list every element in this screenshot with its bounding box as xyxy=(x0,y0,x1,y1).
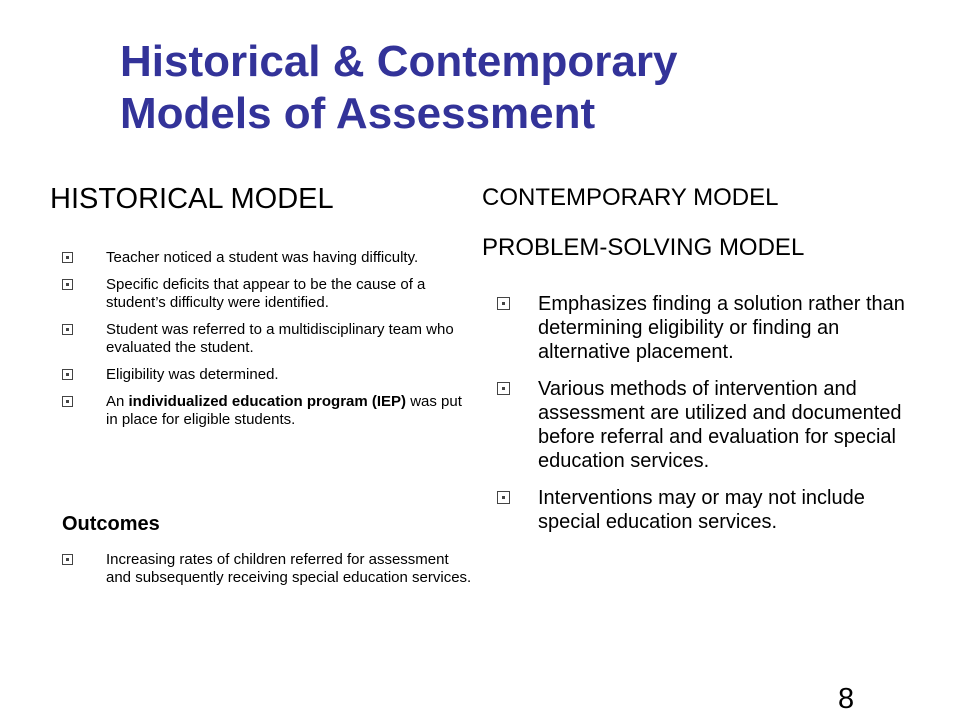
list-item xyxy=(62,276,472,312)
square-bullet-icon xyxy=(497,382,510,395)
list-item-text: Various methods of intervention and assessment are utilized and documented before referral and evaluation for special education services. xyxy=(538,378,902,472)
page-number: 8 xyxy=(838,683,855,715)
problem-solving-model-list xyxy=(497,292,917,547)
square-bullet-icon xyxy=(62,279,73,290)
list-item-text: Student was referred to a multidisciplinary team who evaluated the student. xyxy=(106,321,454,356)
list-item xyxy=(497,292,917,364)
list-item xyxy=(497,486,917,534)
list-item-text: Teacher noticed a student was having difficulty. xyxy=(106,249,419,266)
square-bullet-icon xyxy=(62,554,73,565)
iep-text-after: was put in place for eligible students. xyxy=(106,393,462,428)
list-item xyxy=(62,366,472,384)
square-bullet-icon xyxy=(62,252,73,263)
slide-title xyxy=(120,36,920,140)
square-bullet-icon xyxy=(497,491,510,504)
slide-title-line-1: Historical & Contemporary xyxy=(120,37,678,86)
outcomes-heading: Outcomes xyxy=(62,513,160,535)
square-bullet-icon xyxy=(497,297,510,310)
iep-text-bold: individualized education program (IEP) xyxy=(128,393,407,410)
square-bullet-icon xyxy=(62,396,73,407)
list-item-text: Specific deficits that appear to be the cause of a student’s difficulty were identified. xyxy=(106,276,426,311)
list-item-text: Interventions may or may not include special education services. xyxy=(538,487,865,533)
problem-solving-model-heading: PROBLEM-SOLVING MODEL xyxy=(482,234,805,261)
list-item xyxy=(62,249,472,267)
square-bullet-icon xyxy=(62,324,73,335)
list-item-text: Increasing rates of children referred for assessment and subsequently receiving special education services. xyxy=(106,551,472,586)
square-bullet-icon xyxy=(62,369,73,380)
historical-model-heading: HISTORICAL MODEL xyxy=(50,183,334,215)
outcomes-list xyxy=(62,551,472,596)
list-item xyxy=(62,551,472,587)
historical-model-list xyxy=(62,249,472,438)
slide-title-line-2: Models of Assessment xyxy=(120,89,596,138)
list-item-iep xyxy=(62,393,472,429)
iep-text-before: An xyxy=(106,393,129,410)
list-item-text: Emphasizes finding a solution rather than determining eligibility or finding an alternative placement. xyxy=(538,293,905,363)
contemporary-model-heading: CONTEMPORARY MODEL xyxy=(482,184,779,211)
list-item-text: Eligibility was determined. xyxy=(106,366,279,383)
list-item xyxy=(62,321,472,357)
list-item xyxy=(497,377,917,473)
